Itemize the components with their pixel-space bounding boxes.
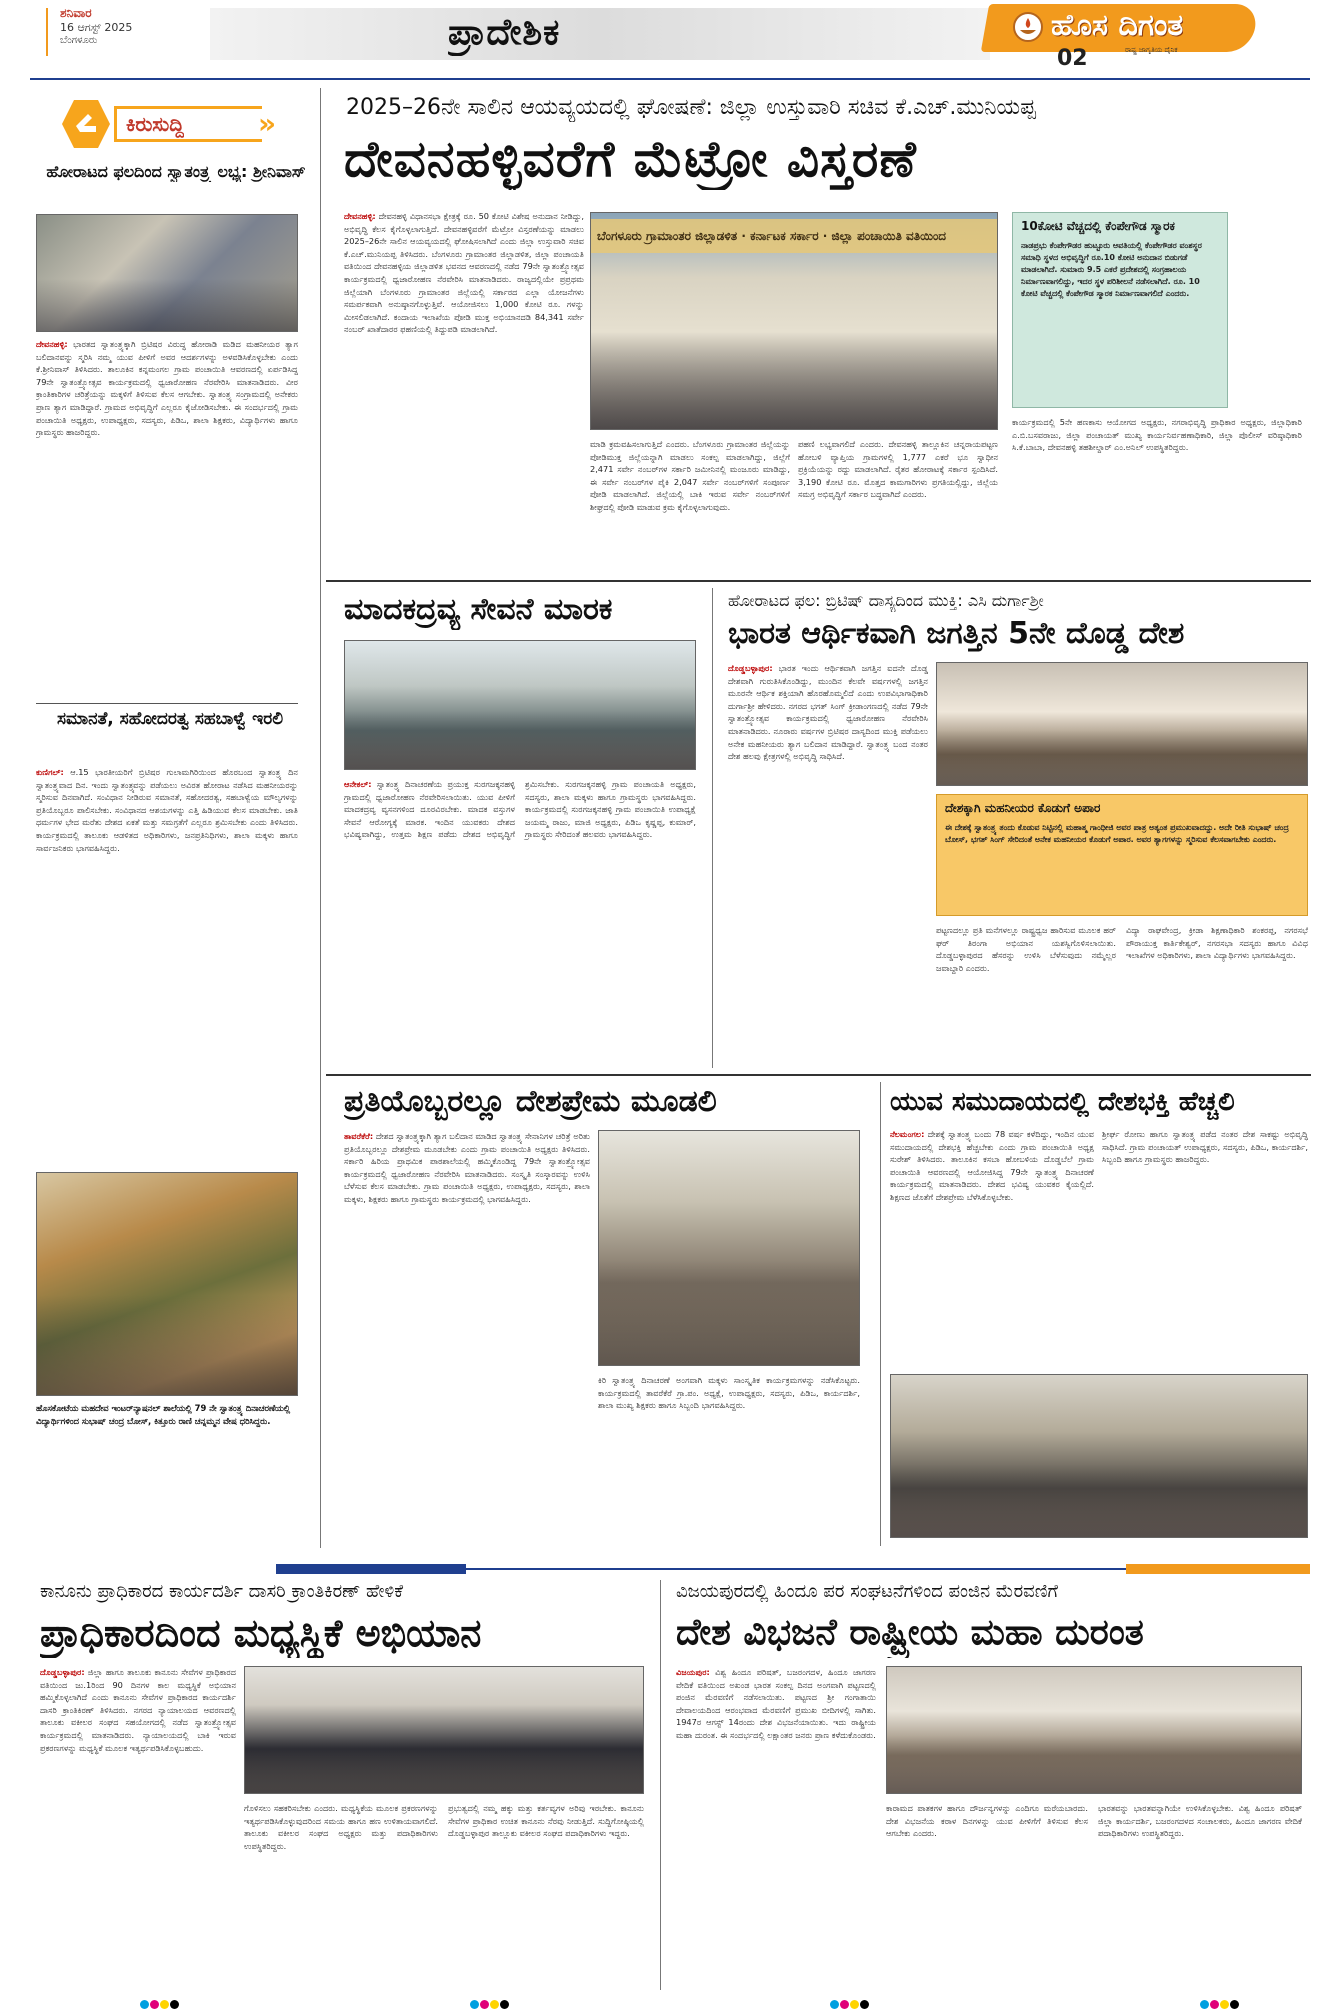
sidebar-photo-caption: ಹೊಸಕೋಟೆಯ ಮಹದೇವ ಇಂಟರ್‌ನ್ಯಾಷನಲ್ ಶಾಲೆಯಲ್ಲಿ 79 ನೇ ಸ್ವಾತಂತ್ರ್ಯ ದಿನಾಚರಣೆಯಲ್ಲಿ ವಿದ್ಯಾರ್ಥಿಗಳಿಂದ ಸುಭಾಷ್ ಚಂದ್ರ ಬೋಸ್, ಕಿತ್ತೂರು ರಾಣಿ ಚನ್ನಮ್ಮನ ವೇಷ ಧರಿಸಿದ್ದರು. (36, 1403, 291, 1426)
economy-photo (936, 662, 1308, 786)
economy-body (728, 662, 928, 952)
contribution-box (936, 794, 1308, 916)
legal-col3: ಪ್ರಭುತ್ವದಲ್ಲಿ ನಮ್ಮ ಹಕ್ಕು ಮತ್ತು ಕರ್ತವ್ಯಗಳ ಅರಿವು ಇರಬೇಕು. ಕಾನೂನು ಸೇವೆಗಳ ಪ್ರಾಧಿಕಾರ ಉಚಿತ ಕಾನೂನು ನೆರವು ನೀಡುತ್ತಿದೆ. ಸುದ್ದಿಗೋಷ್ಠಿಯಲ್ಲಿ ದೊಡ್ಡಬಳ್ಳಾಪುರ ತಾಲ್ಲೂಕು ವಕೀಲರ ಸಂಘದ ಪದಾಧಿಕಾರಿಗಳು ಇದ್ದರು. (448, 1803, 644, 1839)
youth-dateline: ನೆಲಮಂಗಲ: (890, 1129, 925, 1139)
sidebar-story1-text: ಭಾರತದ ಸ್ವಾತಂತ್ರ್ಯಕ್ಕಾಗಿ ಬ್ರಿಟಿಷರ ವಿರುದ್ಧ ಹೋರಾಡಿ ಮಡಿದ ಮಹನೀಯರ ತ್ಯಾಗ ಬಲಿದಾನವನ್ನು ಸ್ಮರಿಸಿ ನಮ್ಮ ಯುವ ಪೀಳಿಗೆ ಅವರ ಆದರ್ಶಗಳನ್ನು ಅಳವಡಿಸಿಕೊಳ್ಳಬೇಕು ಎಂದು ಕೆ.ಶ್ರೀನಿವಾಸ್ ತಿಳಿಸಿದರು. ತಾಲೂಕಿನ ಕನ್ನಮಂಗಲ ಗ್ರಾಮ ಪಂಚಾಯಿತಿ ಆವರಣದಲ್ಲಿ ಏರ್ಪಡಿಸಿದ್ದ 79ನೇ ಸ್ವಾತಂತ್ರ್ಯೋತ್ಸವ ಕಾರ್ಯಕ್ರಮದಲ್ಲಿ ಧ್ವಜಾರೋಹಣ ನೆರವೇರಿಸಿ ಮಾತನಾಡಿದರು. ವೀರ ಕ್ರಾಂತಿಕಾರಿಗಳ ಚರಿತ್ರೆಯನ್ನು ಮಕ್ಕಳಿಗೆ ತಿಳಿಸುವ ಕೆಲಸ ಆಗಬೇಕು. ಸ್ವಾತಂತ್ರ್ಯ ಸಂಗ್ರಾಮದಲ್ಲಿ ಅನೇಕರು ಪ್ರಾಣ ತ್ಯಾಗ ಮಾಡಿದ್ದಾರೆ. ಗ್ರಾಮದ ಅಭಿವೃದ್ಧಿಗೆ ಎಲ್ಲರೂ ಕೈಜೋಡಿಸಬೇಕು. ಈ ಸಂದರ್ಭದಲ್ಲಿ ಗ್ರಾಮ ಪಂಚಾಯಿತಿ ಅಧ್ಯಕ್ಷರು, ಉಪಾಧ್ಯಕ್ಷರು, ಸದಸ್ಯರು, ಪಿಡಿಒ, ಶಾಲಾ ಶಿಕ್ಷಕರು, ವಿದ್ಯಾರ್ಥಿಗಳು ಹಾಗೂ ಗ್ರಾಮಸ್ಥರು ಹಾಜರಿದ್ದರು. (36, 339, 298, 438)
sidebar-story2-body (36, 766, 298, 1126)
sidebar-story1-dateline: ದೇವನಹಳ್ಳಿ: (36, 339, 68, 349)
partition-story (666, 1578, 1316, 1998)
drugs-dateline: ಆನೇಕಲ್: (344, 779, 372, 789)
sidebar-story1-body (36, 338, 298, 698)
partition-dateline: ವಿಜಯಪುರ: (676, 1667, 710, 1677)
drugs-story (326, 584, 706, 1070)
youth-text: ದೇಶಕ್ಕೆ ಸ್ವಾತಂತ್ರ್ಯ ಬಂದು 78 ವರ್ಷ ಕಳೆದಿದ್ದು, ಇಂದಿನ ಯುವ ಸಮುದಾಯದಲ್ಲಿ ದೇಶಭಕ್ತಿ ಹೆಚ್ಚಬೇಕು ಎಂದು ಗ್ರಾಮ ಪಂಚಾಯಿತಿ ಅಧ್ಯಕ್ಷ ಸುರೇಶ್ ತಿಳಿಸಿದರು. ತಾಲೂಕಿನ ಕಸಬಾ ಹೋಬಳಿಯ ದೊಡ್ಡಬೆಲೆ ಗ್ರಾಮ ಪಂಚಾಯಿತಿ ಆವರಣದಲ್ಲಿ ಆಯೋಜಿಸಿದ್ದ 79ನೇ ಸ್ವಾತಂತ್ರ್ಯ ದಿನಾಚರಣೆ ಕಾರ್ಯಕ್ರಮದಲ್ಲಿ ಮಾತನಾಡಿದರು. ದೇಶದ ಭವಿಷ್ಯ ಯುವಕರ ಕೈಯಲ್ಲಿದೆ. ಶಿಕ್ಷಣದ ಜೊತೆಗೆ ದೇಶಪ್ರೇಮ ಬೆಳೆಸಿಕೊಳ್ಳಬೇಕು. (890, 1129, 1094, 1202)
lead-col1 (344, 210, 584, 570)
lead-story (326, 86, 1316, 576)
partition-body (676, 1666, 876, 1976)
registration-dot (1210, 2000, 1219, 2009)
lead-photo-banner-text: ಬೆಂಗಳೂರು ಗ್ರಾಮಾಂತರ ಜಿಲ್ಲಾಡಳಿತ · ಕರ್ನಾಟಕ ಸರ್ಕಾರ · ಜಿಲ್ಲಾ ಪಂಚಾಯಿತಿ ವತಿಯಿಂದ (597, 229, 947, 243)
registration-marks-left (140, 1994, 180, 2009)
registration-dot (160, 2000, 169, 2009)
rule-thin-center (466, 1568, 1126, 1570)
partition-kicker: ವಿಜಯಪುರದಲ್ಲಿ ಹಿಂದೂ ಪರ ಸಂಘಟನೆಗಳಿಂದ ಪಂಜಿನ ಮೆರವಣಿಗೆ (676, 1581, 1058, 1602)
registration-dot (480, 2000, 489, 2009)
paper-name: ಹೊಸ ದಿಗಂತ (1051, 8, 1184, 43)
rule-blue-left (276, 1564, 466, 1574)
registration-dot (830, 2000, 839, 2009)
drugs-text: ಸ್ವಾತಂತ್ರ್ಯ ದಿನಾಚರಣೆಯ ಪ್ರಯುಕ್ತ ಸುರಗಜಕ್ಕನಹಳ್ಳಿ ಗ್ರಾಮದಲ್ಲಿ ಧ್ವಜಾರೋಹಣ ನೆರವೇರಿಸಲಾಯಿತು. ಯುವ ಪೀಳಿಗೆ ಮಾದಕದ್ರವ್ಯ ವ್ಯಸನಗಳಿಂದ ದೂರವಿರಬೇಕು. ಮಾದಕ ವಸ್ತುಗಳ ಸೇವನೆ ಆರೋಗ್ಯಕ್ಕೆ ಮಾರಕ. ಇಂದಿನ ಯುವಕರು ದೇಶದ ಭವಿಷ್ಯವಾಗಿದ್ದು, ಉತ್ತಮ ಶಿಕ್ಷಣ ಪಡೆದು ದೇಶದ ಅಭಿವೃದ್ಧಿಗೆ ಶ್ರಮಿಸಬೇಕು. ಸುರಗಜಕ್ಕನಹಳ್ಳಿ ಗ್ರಾಮ ಪಂಚಾಯತಿ ಅಧ್ಯಕ್ಷರು, ಸದಸ್ಯರು, ಶಾಲಾ ಮಕ್ಕಳು ಹಾಗೂ ಗ್ರಾಮಸ್ಥರು ಭಾಗವಹಿಸಿದ್ದರು. ಕಾರ್ಯಕ್ರಮದಲ್ಲಿ ಸುರಗಜಕ್ಕನಹಳ್ಳಿ ಗ್ರಾಮ ಪಂಚಾಯಿತಿ ಉಪಾಧ್ಯಕ್ಷೆ ಜಯಮ್ಮ ರಾಜು, ಮಾಜಿ ಅಧ್ಯಕ್ಷರು, ಪಿಡಿಒ ಕೃಷ್ಣಪ್ಪ, ಕುಮಾರ್, ಗ್ರಾಮಸ್ಥರು ಸೇರಿದಂತೆ ಹಲವರು ಭಾಗವಹಿಸಿದ್ದರು. (344, 779, 696, 840)
sidebar-divider-1 (36, 703, 298, 704)
lead-col3: ಪಹಣಿ ಲಭ್ಯವಾಗಲಿದೆ ಎಂದರು. ದೇವನಹಳ್ಳಿ ತಾಲ್ಲೂಕಿನ ಚನ್ನರಾಯಪಟ್ಟಣ ಹೋಬಳಿ ವ್ಯಾಪ್ತಿಯ ಗ್ರಾಮಗಳಲ್ಲಿ 1,777 ಎಕರೆ ಭೂ ಸ್ವಾಧೀನ ಪ್ರಕ್ರಿಯೆಯನ್ನು ರದ್ದು ಮಾಡಲಾಗಿದೆ. ರೈತರ ಹೋರಾಟಕ್ಕೆ ಸರ್ಕಾರ ಸ್ಪಂದಿಸಿದೆ. 3,190 ಕೋಟಿ ರೂ. ಮೊತ್ತದ ಕಾಮಗಾರಿಗಳು ಪ್ರಗತಿಯಲ್ಲಿದ್ದು, ಜಿಲ್ಲೆಯ ಸಮಗ್ರ ಅಭಿವೃದ್ಧಿಗೆ ಸರ್ಕಾರ ಬದ್ಧವಾಗಿದೆ ಎಂದರು. (798, 439, 998, 500)
contribution-box-body: ಈ ದೇಶಕ್ಕೆ ಸ್ವಾತಂತ್ರ್ಯ ತಂದು ಕೊಡುವ ನಿಟ್ಟಿನಲ್ಲಿ ಮಹಾತ್ಮ ಗಾಂಧೀಜಿ ಅವರ ಪಾತ್ರ ಅತ್ಯಂತ ಪ್ರಮುಖವಾದದ್ದು. ಅದೇ ರೀತಿ ಸುಭಾಷ್ ಚಂದ್ರ ಬೋಸ್, ಭಗತ್ ಸಿಂಗ್ ಸೇರಿದಂತೆ ಅನೇಕ ಮಹನೀಯರ ಕೊಡುಗೆ ಅಪಾರ. ಅವರ ತ್ಯಾಗಗಳನ್ನು ಸ್ಮರಿಸುವ ಕೆಲಸವಾಗಬೇಕು ಎಂದರು. (945, 823, 1289, 844)
mid-column-rule (712, 588, 713, 1068)
patriot-photo (598, 1130, 860, 1366)
legal-dateline: ದೊಡ್ಡಬಳ್ಳಾಪುರ: (40, 1667, 85, 1677)
header-band (210, 8, 990, 60)
registration-dot (500, 2000, 509, 2009)
registration-dot (490, 2000, 499, 2009)
legal-kicker: ಕಾನೂನು ಪ್ರಾಧಿಕಾರದ ಕಾರ್ಯದರ್ಶಿ ದಾಸರಿ ಕ್ರಾಂತಿಕಿರಣ್ ಹೇಳಿಕೆ (40, 1581, 404, 1602)
registration-dot (860, 2000, 869, 2009)
legal-col2: ಗೊಳಿಸಲು ಸಹಕರಿಸಬೇಕು ಎಂದರು. ಮಧ್ಯಸ್ಥಿಕೆಯ ಮೂಲಕ ಪ್ರಕರಣಗಳನ್ನು ಇತ್ಯರ್ಥಪಡಿಸಿಕೊಳ್ಳುವುದರಿಂದ ಸಮಯ ಹಾಗೂ ಹಣ ಉಳಿತಾಯವಾಗಲಿದೆ. ತಾಲೂಕು ವಕೀಲರ ಸಂಘದ ಅಧ್ಯಕ್ಷರು ಮತ್ತು ಪದಾಧಿಕಾರಿಗಳು ಉಪಸ್ಥಿತರಿದ್ದರು. (244, 1803, 438, 1851)
patriot-dateline: ತಾವರೆಕೆರೆ: (344, 1131, 374, 1141)
city-label: ಬೆಂಗಳೂರು (60, 35, 98, 46)
page-number: 02 (1057, 46, 1088, 71)
economy-col3: ವಿದ್ಯಾ ರಾಘವೇಂದ್ರ, ಕ್ರೀಡಾ ಶಿಕ್ಷಣಾಧಿಕಾರಿ ಶಂಕರಪ್ಪ, ನಗರಸಭೆ ಪೌರಾಯುಕ್ತ ಕಾರ್ತಿಕೇಶ್ವರ್, ನಗರಸಭಾ ಸದಸ್ಯರು ಹಾಗೂ ವಿವಿಧ ಇಲಾಖೆಗಳ ಅಧಿಕಾರಿಗಳು, ಶಾಲಾ ವಿದ್ಯಾರ್ಥಿಗಳು ಭಾಗವಹಿಸಿದ್ದರು. (1126, 925, 1308, 961)
sidebar-story1-title (36, 162, 316, 182)
rule-orange-right (1126, 1564, 1310, 1574)
partition-photo (886, 1666, 1302, 1794)
registration-dot (840, 2000, 849, 2009)
lead-col2: ಮಾಡಿ ಕ್ರಮವಹಿಸಲಾಗುತ್ತಿದೆ ಎಂದರು. ಬೆಂಗಳೂರು ಗ್ರಾಮಾಂತರ ಜಿಲ್ಲೆಯನ್ನು ಪೋಡಿಮುಕ್ತ ಜಿಲ್ಲೆಯನ್ನಾಗಿ ಮಾಡಲು ಸಂಕಲ್ಪ ಮಾಡಲಾಗಿದ್ದು, ಜಿಲ್ಲೆಗೆ 2,471 ಸರ್ವೇ ನಂಬರ್‌ಗಳ ಸರ್ಕಾರಿ ಜಮೀನಿನಲ್ಲಿ ಮಂಜೂರು ಮಾಡಿದ್ದು, ಈ ಸರ್ವೇ ನಂಬರ್‌ಗಳ ಪೈಕಿ 2,047 ಸರ್ವೇ ನಂಬರ್‌ಗಳಿಗೆ ಸಂಪೂರ್ಣ ಪೋಡಿ ಮಾಡಲಾಗಿದೆ. ಜಿಲ್ಲೆಯಲ್ಲಿ ಬಾಕಿ ಇರುವ ಸರ್ವೇ ನಂಬರ್‌ಗಳಿಗೆ ಶೀಘ್ರದಲ್ಲಿ ಪೋಡಿ ಮಾಡುವ ಕ್ರಮ ಕೈಗೊಳ್ಳಲಾಗುವುದು. (590, 439, 790, 512)
lamp-icon (1013, 12, 1043, 42)
partition-text: ವಿಶ್ವ ಹಿಂದೂ ಪರಿಷತ್, ಬಜರಂಗದಳ, ಹಿಂದೂ ಜಾಗರಣ ವೇದಿಕೆ ವತಿಯಿಂದ ಅಖಂಡ ಭಾರತ ಸಂಕಲ್ಪ ದಿನದ ಅಂಗವಾಗಿ ಪಟ್ಟಣದಲ್ಲಿ ಪಂಜಿನ ಮೆರವಣಿಗೆ ನಡೆಸಲಾಯಿತು. ಪಟ್ಟಣದ ಶ್ರೀ ಗಂಗಾತಾಯಿ ದೇವಾಲಯದಿಂದ ಆರಂಭವಾದ ಮೆರವಣಿಗೆ ಪ್ರಮುಖ ಬೀದಿಗಳಲ್ಲಿ ಸಾಗಿತು. 1947ರ ಆಗಸ್ಟ್ 14ರಂದು ದೇಶ ವಿಭಜನೆಯಾಯಿತು. ಇದು ರಾಷ್ಟ್ರೀಯ ಮಹಾ ದುರಂತ. ಈ ಸಂದರ್ಭದಲ್ಲಿ ಲಕ್ಷಾಂತರ ಜನರು ಪ್ರಾಣ ಕಳೆದುಕೊಂಡರು. (676, 1667, 876, 1740)
legal-text: ಜಿಲ್ಲಾ ಹಾಗೂ ತಾಲೂಕು ಕಾನೂನು ಸೇವೆಗಳ ಪ್ರಾಧಿಕಾರದ ವತಿಯಿಂದ ಜು.1ರಿಂದ 90 ದಿನಗಳ ಕಾಲ ಮಧ್ಯಸ್ಥಿಕೆ ಅಭಿಯಾನ ಹಮ್ಮಿಕೊಳ್ಳಲಾಗಿದೆ ಎಂದು ಕಾನೂನು ಸೇವೆಗಳ ಪ್ರಾಧಿಕಾರದ ಕಾರ್ಯದರ್ಶಿ ದಾಸರಿ ಕ್ರಾಂತಿಕಿರಣ್ ತಿಳಿಸಿದರು. ನಗರದ ನ್ಯಾಯಾಲಯದ ಆವರಣದಲ್ಲಿ ತಾಲೂಕು ವಕೀಲರ ಸಂಘದ ಸಹಯೋಗದಲ್ಲಿ ನಡೆದ ಸ್ವಾತಂತ್ರ್ಯೋತ್ಸವ ಕಾರ್ಯಕ್ರಮದಲ್ಲಿ ಮಾತನಾಡಿದರು. ನ್ಯಾಯಾಲಯದಲ್ಲಿ ಬಾಕಿ ಇರುವ ಪ್ರಕರಣಗಳನ್ನು ಮಧ್ಯಸ್ಥಿಕೆ ಮೂಲಕ ಇತ್ಯರ್ಥಪಡಿಸಿಕೊಳ್ಳಬಹುದು. (40, 1667, 236, 1753)
registration-marks-center (470, 1994, 510, 2009)
economy-story (718, 584, 1318, 1070)
legal-headline: ಪ್ರಾಧಿಕಾರದಿಂದ ಮಧ್ಯಸ್ಥಿಕೆ ಅಭಿಯಾನ (40, 1611, 482, 1655)
economy-col2: ಪಟ್ಟಣದಲ್ಲೂ ಪ್ರತಿ ಮನೆಗಳಲ್ಲೂ ರಾಷ್ಟ್ರಧ್ವಜ ಹಾರಿಸುವ ಮೂಲಕ ಹರ್ ಘರ್ ತಿರಂಗಾ ಅಭಿಯಾನ ಯಶಸ್ವಿಗೊಳಿಸಲಾಯಿತು. ದೊಡ್ಡಬಳ್ಳಾಪುರದ ಹೆಸರನ್ನು ಉಳಿಸಿ ಬೆಳೆಸುವುದು ನಮ್ಮೆಲ್ಲರ ಜವಾಬ್ದಾರಿ ಎಂದರು. (936, 925, 1116, 973)
legal-story (30, 1578, 656, 1998)
registration-dot (150, 2000, 159, 2009)
kempegowda-box-body: ನಾಡಪ್ರಭು ಕೆಂಪೇಗೌಡರ ಹುಟ್ಟೂರು ಆವತಿಯಲ್ಲಿ ಕೆಂಪೇಗೌಡರ ವಂಶಸ್ಥರ ಸಮಾಧಿ ಸ್ಥಳದ ಅಭಿವೃದ್ಧಿಗೆ ರೂ.10 ಕೋಟಿ ಅನುದಾನ ಬಿಡುಗಡೆ ಮಾಡಲಾಗಿದೆ. ಸುಮಾರು 9.5 ಎಕರೆ ಪ್ರದೇಶದಲ್ಲಿ ಸಂಗ್ರಹಾಲಯ ನಿರ್ಮಾಣವಾಗಲಿದ್ದು, ಇದರ ಸ್ಥಳ ಪರಿಶೀಲನೆ ನಡೆಸಲಾಗಿದೆ. ರೂ. 10 ಕೋಟಿ ವೆಚ್ಚದಲ್ಲಿ ಕೆಂಪೇಗೌಡ ಸ್ಮಾರಕ ನಿರ್ಮಾಣವಾಗಲಿದೆ ಎಂದರು. (1021, 241, 1202, 298)
drugs-headline: ಮಾದಕದ್ರವ್ಯ ಸೇವನೆ ಮಾರಕ (344, 592, 613, 627)
patriot-headline: ಪ್ರತಿಯೊಬ್ಬರಲ್ಲೂ ದೇಶಪ್ರೇಮ ಮೂಡಲಿ (344, 1084, 717, 1119)
lead-dateline: ದೇವನಹಳ್ಳಿ: (344, 211, 376, 221)
drugs-body (344, 778, 696, 1058)
chevrons-icon: » (258, 107, 277, 140)
youth-body (890, 1128, 1094, 1368)
registration-dot (1220, 2000, 1229, 2009)
legal-body (40, 1666, 236, 1976)
sidebar-column-rule (320, 88, 321, 1548)
lead-kicker: 2025–26ನೇ ಸಾಲಿನ ಆಯವ್ಯಯದಲ್ಲಿ ಘೋಷಣೆ: ಜಿಲ್ಲಾ ಉಸ್ತುವಾರಿ ಸಚಿವ ಕೆ.ಎಚ್.ಮುನಿಯಪ್ಪ (346, 95, 1036, 120)
masthead (0, 0, 1339, 78)
sidebar (30, 86, 320, 1546)
sidebar-story2-title (50, 708, 290, 730)
paper-tagline: ರಾಷ್ಟ್ರ ಜಾಗೃತಿಯ ದೈನಿಕ (1125, 46, 1178, 54)
drugs-photo (344, 640, 696, 770)
bottom-column-rule (660, 1580, 661, 1990)
youth-headline: ಯುವ ಸಮುದಾಯದಲ್ಲಿ ದೇಶಭಕ್ತಿ ಹೆಚ್ಚಲಿ (890, 1087, 1235, 1117)
patriot-col2: ಕಿರಿ ಸ್ವಾತಂತ್ರ್ಯ ದಿನಾಚರಣೆ ಅಂಗವಾಗಿ ಮಕ್ಕಳು ಸಾಂಸ್ಕೃತಿಕ ಕಾರ್ಯಕ್ರಮಗಳನ್ನು ನಡೆಸಿಕೊಟ್ಟರು. ಕಾರ್ಯಕ್ರಮದಲ್ಲಿ ತಾವರೆಕೆರೆ ಗ್ರಾ.ಪಂ. ಅಧ್ಯಕ್ಷೆ, ಉಪಾಧ್ಯಕ್ಷರು, ಸದಸ್ಯರು, ಪಿಡಿಒ, ಕಾರ್ಯದರ್ಶಿ, ಶಾಲಾ ಮುಖ್ಯ ಶಿಕ್ಷಕರು ಹಾಗೂ ಸಿಬ್ಬಂದಿ ಭಾಗವಹಿಸಿದ್ದರು. (598, 1375, 860, 1411)
patriot-story (326, 1078, 876, 1548)
registration-dot (140, 2000, 149, 2009)
date-label: 16 ಆಗಸ್ಟ್ 2025 (60, 21, 133, 34)
kempegowda-box-title: 10ಕೋಟಿ ವೆಚ್ಚದಲ್ಲಿ ಕೆಂಪೇಗೌಡ ಸ್ಮಾರಕ (1021, 219, 1175, 233)
legal-photo (244, 1666, 644, 1794)
kempegowda-box (1012, 212, 1228, 408)
registration-dot (170, 2000, 179, 2009)
partition-col2: ಕಾರಾಮದ ಪಾತಕಗಳ ಹಾಗೂ ದೌರ್ಜನ್ಯಗಳನ್ನು ಎಂದಿಗೂ ಮರೆಯಬಾರದು. ದೇಶ ವಿಭಜನೆಯ ಕರಾಳ ದಿನಗಳನ್ನು ಯುವ ಪೀಳಿಗೆಗೆ ತಿಳಿಸುವ ಕೆಲಸ ಆಗಬೇಕು ಎಂದರು. (886, 1803, 1088, 1839)
economy-dateline: ದೊಡ್ಡಬಳ್ಳಾಪುರ: (728, 663, 773, 673)
date-divider (46, 8, 48, 56)
day-label: ಶನಿವಾರ (60, 6, 92, 20)
section-color-rules (30, 1562, 1310, 1574)
sidebar-photo-children (36, 1172, 298, 1396)
lead-bottom-rule (326, 580, 1311, 582)
hand-icon (62, 100, 110, 148)
economy-headline: ಭಾರತ ಆರ್ಥಿಕವಾಗಿ ಜಗತ್ತಿನ 5ನೇ ದೊಡ್ಡ ದೇಶ (728, 616, 1185, 651)
registration-dot (470, 2000, 479, 2009)
sidebar-photo-1 (36, 214, 298, 332)
sidebar-story2-title-text: ಸಮಾನತೆ, ಸಹೋದರತ್ವ ಸಹಬಾಳ್ವೆ ಇರಲಿ (56, 709, 284, 729)
registration-marks-right (830, 1994, 870, 2009)
section-title: ಪ್ರಾದೇಶಿಕ (448, 12, 561, 53)
youth-col2: ಶ್ರೀರ್ಘ ರೋಣು ಹಾಗೂ ಸ್ವಾತಂತ್ರ್ಯ ಪಡೆದ ನಂತರ ದೇಶ ಸಾಕಷ್ಟು ಅಭಿವೃದ್ಧಿ ಸಾಧಿಸಿದೆ. ಗ್ರಾಮ ಪಂಚಾಯತ್ ಉಪಾಧ್ಯಕ್ಷರು, ಸದಸ್ಯರು, ಪಿಡಿಒ, ಕಾರ್ಯದರ್ಶಿ, ಸಿಬ್ಬಂದಿ ಹಾಗೂ ಗ್ರಾಮಸ್ಥರು ಹಾಜರಿದ್ದರು. (1102, 1129, 1308, 1165)
lower-column-rule (880, 1082, 881, 1546)
date-block (60, 6, 210, 46)
sidebar-story2-dateline: ಕುಣಿಗಲ್: (36, 767, 64, 777)
contribution-box-title: ದೇಶಕ್ಕಾಗಿ ಮಹನೀಯರ ಕೊಡುಗೆ ಅಪಾರ (945, 801, 1101, 815)
youth-story (884, 1078, 1318, 1548)
patriot-text: ದೇಶದ ಸ್ವಾತಂತ್ರ್ಯಕ್ಕಾಗಿ ತ್ಯಾಗ ಬಲಿದಾನ ಮಾಡಿದ ಸ್ವಾತಂತ್ರ್ಯ ಸೇನಾನಿಗಳ ಚರಿತ್ರೆ ಅರಿತು ಪ್ರತಿಯೊಬ್ಬರಲ್ಲೂ ದೇಶಪ್ರೇಮ ಮೂಡಬೇಕು ಎಂದು ಗ್ರಾಮ ಪಂಚಾಯಿತಿ ಅಧ್ಯಕ್ಷರು ತಿಳಿಸಿದರು. ಸರ್ಕಾರಿ ಹಿರಿಯ ಪ್ರಾಥಮಿಕ ಪಾಠಶಾಲೆಯಲ್ಲಿ ಹಮ್ಮಿಕೊಂಡಿದ್ದ 79ನೇ ಸ್ವಾತಂತ್ರ್ಯೋತ್ಸವ ಕಾರ್ಯಕ್ರಮದಲ್ಲಿ ಧ್ವಜಾರೋಹಣ ನೆರವೇರಿಸಿ ಮಾತನಾಡಿದರು. ಸಂಸ್ಕೃತಿ ಸಂಸ್ಕಾರವನ್ನು ಉಳಿಸಿ ಬೆಳೆಸುವ ಕೆಲಸ ಮಾಡಬೇಕು. ಗ್ರಾಮ ಪಂಚಾಯಿತಿ ಅಧ್ಯಕ್ಷರು, ಉಪಾಧ್ಯಕ್ಷರು, ಸದಸ್ಯರು, ಶಾಲಾ ಮಕ್ಕಳು, ಶಿಕ್ಷಕರು ಹಾಗೂ ಗ್ರಾಮಸ್ಥರು ಕಾರ್ಯಕ್ರಮದಲ್ಲಿ ಭಾಗವಹಿಸಿದ್ದರು. (344, 1131, 590, 1204)
registration-dot (850, 2000, 859, 2009)
economy-text: ಭಾರತ ಇಂದು ಆರ್ಥಿಕವಾಗಿ ಜಗತ್ತಿನ ಐದನೇ ದೊಡ್ಡ ದೇಶವಾಗಿ ಗುರುತಿಸಿಕೊಂಡಿದ್ದು, ಮುಂದಿನ ಕೆಲವೇ ವರ್ಷಗಳಲ್ಲಿ ಜಗತ್ತಿನ ಮೂರನೇ ಆರ್ಥಿಕ ಶಕ್ತಿಯಾಗಿ ಹೊರಹೊಮ್ಮಲಿದೆ ಎಂದು ಉಪವಿಭಾಗಾಧಿಕಾರಿ ದುರ್ಗಾಶ್ರೀ ಹೇಳಿದರು. ನಗರದ ಭಗತ್ ಸಿಂಗ್ ಕ್ರೀಡಾಂಗಣದಲ್ಲಿ ನಡೆದ 79ನೇ ಸ್ವಾತಂತ್ರ್ಯೋತ್ಸವ ಕಾರ್ಯಕ್ರಮದಲ್ಲಿ ಧ್ವಜಾರೋಹಣ ನೆರವೇರಿಸಿ ಮಾತನಾಡಿದರು. ನೂರಾರು ವರ್ಷಗಳ ಬ್ರಿಟಿಷರ ದಾಸ್ಯದಿಂದ ಮುಕ್ತಿ ಪಡೆಯಲು ಅನೇಕ ಮಹನೀಯರು ತ್ಯಾಗ ಬಲಿದಾನ ಮಾಡಿದ್ದಾರೆ. ಸ್ವಾತಂತ್ರ್ಯ ಬಂದ ನಂತರ ದೇಶ ಹಲವು ಕ್ಷೇತ್ರಗಳಲ್ಲಿ ಅಭಿವೃದ್ಧಿ ಸಾಧಿಸಿದೆ. (728, 663, 928, 762)
lead-col1-text: ದೇವನಹಳ್ಳಿ ವಿಧಾನಸಭಾ ಕ್ಷೇತ್ರಕ್ಕೆ ರೂ. 50 ಕೋಟಿ ವಿಶೇಷ ಅನುದಾನ ನೀಡಿದ್ದು, ಅಭಿವೃದ್ಧಿ ಕೆಲಸ ಕೈಗೊಳ್ಳಲಾಗುತ್ತಿದೆ. ದೇವನಹಳ್ಳಿವರೆಗೆ ಮೆಟ್ರೋ ವಿಸ್ತರಣೆಯನ್ನು ಮಾಡಲು 2025–26ನೇ ಸಾಲಿನ ಆಯವ್ಯಯದಲ್ಲಿ ಘೋಷಿಸಲಾಗಿದೆ ಎಂದು ಜಿಲ್ಲಾ ಉಸ್ತುವಾರಿ ಸಚಿವ ಕೆ.ಎಚ್.ಮುನಿಯಪ್ಪ ತಿಳಿಸಿದರು. ಬೆಂಗಳೂರು ಗ್ರಾಮಾಂತರ ಜಿಲ್ಲಾಡಳಿತ, ಜಿಲ್ಲಾ ಪಂಚಾಯತಿ ವತಿಯಿಂದ ದೇವನಹಳ್ಳಿಯ ಜಿಲ್ಲಾಡಳಿತ ಭವನದ ಆವರಣದಲ್ಲಿ ನಡೆದ 79ನೇ ಸ್ವಾತಂತ್ರ್ಯೋತ್ಸವ ಕಾರ್ಯಕ್ರಮದಲ್ಲಿ ಧ್ವಜಾರೋಹಣ ನೆರವೇರಿಸಿ ಮಾತನಾಡಿದರು. ರಾಜ್ಯದಲ್ಲಿಯೇ ಪ್ರಪ್ರಥಮ ಜಿಲ್ಲೆಯಾಗಿ ಬೆಂಗಳೂರು ಗ್ರಾಮಾಂತರ ಜಿಲ್ಲೆಯಲ್ಲಿ ಸರ್ಕಾರದ ಎಲ್ಲಾ ಯೋಜನೆಗಳು ಸಮರ್ಪಕವಾಗಿ ಅನುಷ್ಠಾನಗೊಳ್ಳುತ್ತಿವೆ. ಆಯೋಜಿಸಲು 1,000 ಕೋಟಿ ರೂ. ಗಳನ್ನು ಮೀಸಲಿಡಲಾಗಿದೆ. ಕಂದಾಯ ಇಲಾಖೆಯ ಪೋಡಿ ಮುಕ್ತ ಅಭಿಯಾನದಡಿ 84,341 ಸರ್ವೇ ನಂಬರ್ ಖಾತೆದಾರರ ಫಹಣಿಯಲ್ಲಿ ತಿದ್ದುಪಡಿ ಮಾಡಲಾಗಿದೆ. (344, 211, 584, 335)
sidebar-story2-text: ಆ.15 ಭಾರತೀಯರಿಗೆ ಬ್ರಿಟಿಷರ ಗುಲಾಮಗಿರಿಯಿಂದ ಹೊರಬಂದ ಸ್ವಾತಂತ್ರ್ಯ ದಿನ ಸ್ವಾತಂತ್ರ್ಯವಾದ ದಿನ. ಇಂದು ಸ್ವಾತಂತ್ರ್ಯವನ್ನು ಪಡೆಯಲು ಅವಿರತ ಹೋರಾಟ ನಡೆಸಿದ ಮಹನೀಯರನ್ನು ಸ್ಮರಿಸುವ ದಿನವಾಗಿದೆ. ಸಂವಿಧಾನ ನೀಡಿರುವ ಸಮಾನತೆ, ಸಹೋದರತ್ವ, ಸಹಬಾಳ್ವೆಯ ಮೌಲ್ಯಗಳನ್ನು ಪ್ರತಿಯೊಬ್ಬರೂ ಪಾಲಿಸಬೇಕು. ಸಂವಿಧಾನದ ಆಶಯಗಳನ್ನು ಎತ್ತಿ ಹಿಡಿಯುವ ಕೆಲಸ ಮಾಡಬೇಕು. ಜಾತಿ ಧರ್ಮಗಳ ಭೇದ ಮರೆತು ದೇಶದ ಏಕತೆ ಮತ್ತು ಸಮಗ್ರತೆಗೆ ಎಲ್ಲರೂ ಶ್ರಮಿಸಬೇಕು ಎಂದು ತಿಳಿಸಿದರು. ಕಾರ್ಯಕ್ರಮದಲ್ಲಿ ತಾಲೂಕು ಆಡಳಿತದ ಅಧಿಕಾರಿಗಳು, ಜನಪ್ರತಿನಿಧಿಗಳು, ಶಾಲಾ ಮಕ್ಕಳು ಹಾಗೂ ಸಾರ್ವಜನಿಕರು ಭಾಗವಹಿಸಿದ್ದರು. (36, 767, 298, 853)
lead-headline: ದೇವನಹಳ್ಳಿವರೆಗೆ ಮೆಟ್ರೋ ವಿಸ್ತರಣೆ (344, 130, 917, 188)
kirusuddi-badge (62, 100, 282, 148)
lead-photo (590, 212, 998, 430)
lead-photo-banner (591, 219, 998, 253)
partition-headline: ದೇಶ ವಿಭಜನೆ ರಾಷ್ಟ್ರೀಯ ಮಹಾ ದುರಂತ (676, 1612, 1144, 1653)
partition-col3: ಭಾರತವನ್ನು ಭಾರತವನ್ನಾಗಿಯೇ ಉಳಿಸಿಕೊಳ್ಳಬೇಕು. ವಿಶ್ವ ಹಿಂದೂ ಪರಿಷತ್ ಜಿಲ್ಲಾ ಕಾರ್ಯದರ್ಶಿ, ಬಜರಂಗದಳದ ಸಂಚಾಲಕರು, ಹಿಂದೂ ಜಾಗರಣ ವೇದಿಕೆ ಪದಾಧಿಕಾರಿಗಳು ಉಪಸ್ಥಿತರಿದ್ದರು. (1098, 1803, 1302, 1839)
youth-photo (890, 1374, 1308, 1538)
sidebar-story1-title-text: ಹೋರಾಟದ ಫಲದಿಂದ ಸ್ವಾತಂತ್ರ್ಯ ಲಭ್ಯ: ಶ್ರೀನಿವಾಸ್ (46, 162, 306, 181)
registration-dot (1200, 2000, 1209, 2009)
brand-logo (985, 0, 1265, 71)
patriot-body (344, 1130, 590, 1540)
middle-rule (326, 1074, 1311, 1076)
registration-marks-far-right (1200, 1994, 1240, 2009)
registration-dot (1230, 2000, 1239, 2009)
header-rule (30, 78, 1310, 80)
badge-label: ಕಿರುಸುದ್ದಿ (126, 112, 185, 136)
lead-col4: ಕಾರ್ಯಕ್ರಮದಲ್ಲಿ 5ನೇ ಹಣಕಾಸು ಆಯೋಗದ ಅಧ್ಯಕ್ಷರು, ನಗರಾಭಿವೃದ್ಧಿ ಪ್ರಾಧಿಕಾರ ಅಧ್ಯಕ್ಷರು, ಜಿಲ್ಲಾಧಿಕಾರಿ ಎ.ಬಿ.ಬಸವರಾಜು, ಜಿಲ್ಲಾ ಪಂಚಾಯತ್ ಮುಖ್ಯ ಕಾರ್ಯನಿರ್ವಹಣಾಧಿಕಾರಿ, ಜಿಲ್ಲಾ ಪೊಲೀಸ್ ವರಿಷ್ಠಾಧಿಕಾರಿ ಸಿ.ಕೆ.ಬಾಬಾ, ದೇವನಹಳ್ಳಿ ತಹಶೀಲ್ದಾರ್ ಎಂ.ಅನಿಲ್ ಉಪಸ್ಥಿತರಿದ್ದರು. (1012, 417, 1302, 453)
economy-kicker: ಹೋರಾಟದ ಫಲ: ಬ್ರಿಟಿಷ್ ದಾಸ್ಯದಿಂದ ಮುಕ್ತಿ: ಎಸಿ ದುರ್ಗಾಶ್ರೀ (728, 591, 1044, 610)
